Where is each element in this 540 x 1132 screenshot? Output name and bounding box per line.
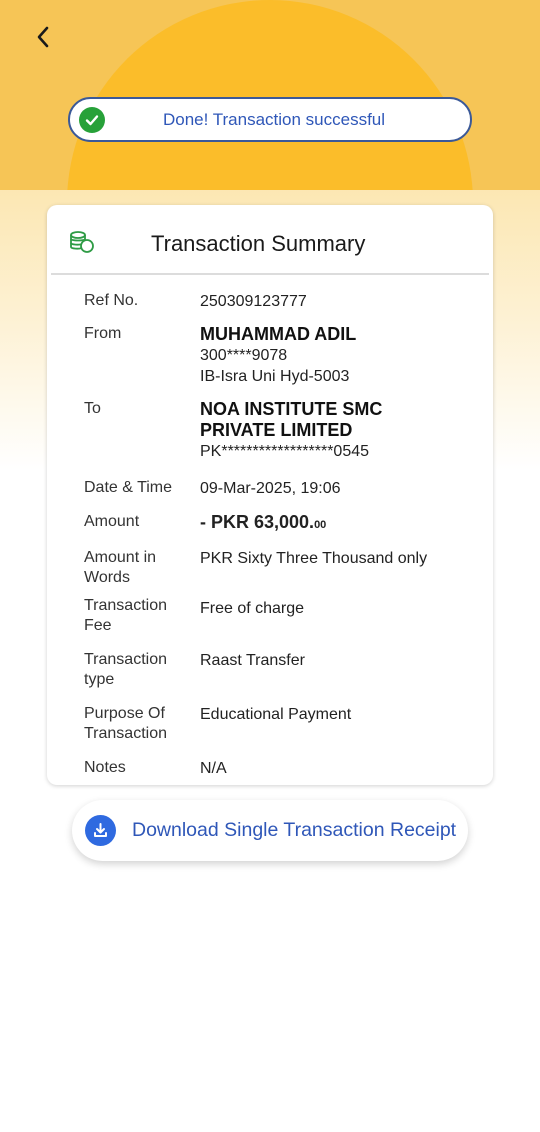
to-name-line1: NOA INSTITUTE SMC	[200, 399, 383, 419]
ref-value: 250309123777	[200, 293, 307, 310]
from-account: 300****9078	[200, 347, 288, 364]
ref-label: Ref No.	[84, 292, 139, 309]
fee-value: Free of charge	[200, 600, 305, 617]
purpose-value: Educational Payment	[200, 706, 352, 723]
type-label-line2: type	[84, 671, 115, 688]
fee-label-line2: Fee	[84, 617, 112, 634]
purpose-label-line1: Purpose Of	[84, 705, 165, 722]
download-receipt-button[interactable]	[72, 800, 468, 861]
datetime-value: 09-Mar-2025, 19:06	[200, 480, 341, 497]
from-details	[200, 324, 480, 387]
check-circle-icon	[79, 107, 105, 133]
sun-graphic	[67, 0, 473, 190]
success-message: Done! Transaction successful	[162, 109, 386, 129]
amount-main: - PKR 63,000.	[200, 512, 315, 532]
from-label: From	[84, 325, 122, 342]
purpose-label	[84, 704, 196, 744]
fee-label	[84, 596, 196, 636]
notes-value: N/A	[200, 760, 227, 777]
download-receipt-label: Download Single Transaction Receipt	[132, 819, 457, 841]
words-value: PKR Sixty Three Thousand only	[200, 550, 428, 567]
amount-decimal: 00	[314, 519, 327, 531]
words-label	[84, 548, 196, 588]
back-button[interactable]	[28, 22, 58, 52]
from-branch: IB-Isra Uni Hyd-5003	[200, 368, 350, 385]
notes-label: Notes	[84, 759, 126, 776]
amount-value	[200, 512, 480, 536]
download-icon	[85, 815, 116, 846]
to-name-line2: PRIVATE LIMITED	[200, 420, 353, 440]
to-label: To	[84, 400, 101, 417]
header-background	[0, 0, 540, 190]
type-label	[84, 650, 196, 690]
amount-label: Amount	[84, 513, 140, 530]
type-label-line1: Transaction	[84, 651, 167, 668]
card-title: Transaction Summary	[151, 231, 366, 256]
card-header	[51, 205, 489, 275]
words-label-line2: Words	[84, 569, 130, 586]
success-banner	[68, 97, 472, 142]
coins-icon	[69, 231, 95, 253]
words-label-line1: Amount in	[84, 549, 157, 566]
purpose-label-line2: Transaction	[84, 725, 167, 742]
to-account: PK******************0545	[200, 443, 370, 460]
fee-label-line1: Transaction	[84, 597, 167, 614]
chevron-left-icon	[35, 26, 51, 48]
from-name: MUHAMMAD ADIL	[200, 324, 357, 344]
type-value: Raast Transfer	[200, 652, 305, 669]
to-details	[200, 399, 480, 462]
datetime-label: Date & Time	[84, 479, 173, 496]
transaction-summary-card	[47, 205, 493, 785]
